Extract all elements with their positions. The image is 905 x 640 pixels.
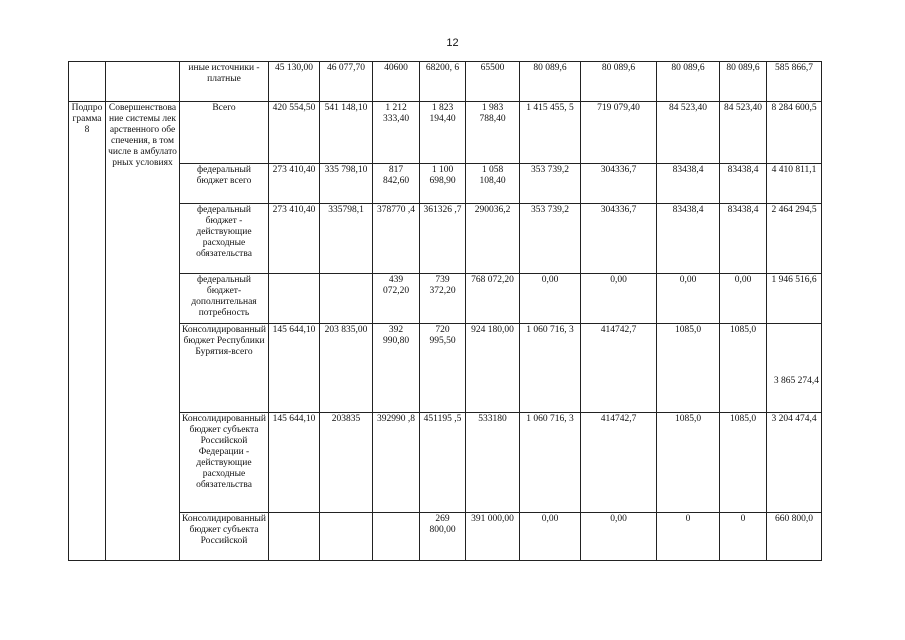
value-cell: 1 415 455, 5 [520, 102, 581, 164]
value-cell: 1085,0 [657, 413, 720, 513]
value-cell: 414742,7 [581, 413, 657, 513]
value-cell: 1 983 788,40 [466, 102, 520, 164]
value-cell: 80 089,6 [657, 62, 720, 102]
value-cell: 1 946 516,6 [767, 274, 822, 324]
value-cell: 304336,7 [581, 204, 657, 274]
value-cell: 719 079,40 [581, 102, 657, 164]
table-row [69, 102, 822, 164]
value-cell: 0 [657, 513, 720, 561]
value-cell: 4 410 811,1 [767, 164, 822, 204]
value-cell: 1085,0 [720, 413, 767, 513]
event-cell [106, 62, 180, 102]
value-cell [320, 274, 373, 324]
value-cell: 1 060 716, 3 [520, 324, 581, 413]
value-cell: 80 089,6 [581, 62, 657, 102]
value-cell: 269 800,00 [420, 513, 466, 561]
value-cell: 1085,0 [720, 324, 767, 413]
value-cell: 1 058 108,40 [466, 164, 520, 204]
value-cell: 420 554,50 [269, 102, 320, 164]
value-cell: 720 995,50 [420, 324, 466, 413]
value-cell: 0,00 [520, 274, 581, 324]
value-cell: 1 100 698,90 [420, 164, 466, 204]
source-cell: Консолидированный бюджет субъекта Российской Федерации - действующие расходные обязательства [180, 413, 269, 513]
value-cell: 40600 [373, 62, 420, 102]
value-cell: 84 523,40 [720, 102, 767, 164]
value-cell: 83438,4 [720, 164, 767, 204]
value-cell [320, 513, 373, 561]
value-cell: 439 072,20 [373, 274, 420, 324]
value-cell: 84 523,40 [657, 102, 720, 164]
value-cell: 739 372,20 [420, 274, 466, 324]
value-cell: 660 800,0 [767, 513, 822, 561]
value-cell: 0,00 [657, 274, 720, 324]
value-cell: 414742,7 [581, 324, 657, 413]
source-cell: федеральный бюджет- дополнительная потребность [180, 274, 269, 324]
value-cell: 8 284 600,5 [767, 102, 822, 164]
value-cell: 45 130,00 [269, 62, 320, 102]
value-cell: 335798,1 [320, 204, 373, 274]
table-row [69, 413, 822, 513]
table-row [69, 204, 822, 274]
value-cell: 203835 [320, 413, 373, 513]
value-cell: 0,00 [720, 274, 767, 324]
program-cell: Подпрограмма 8 [69, 102, 106, 561]
value-cell: 273 410,40 [269, 204, 320, 274]
value-cell: 1 212 333,40 [373, 102, 420, 164]
value-cell: 65500 [466, 62, 520, 102]
value-cell: 768 072,20 [466, 274, 520, 324]
table-row [69, 274, 822, 324]
table-row [69, 164, 822, 204]
value-cell: 541 148,10 [320, 102, 373, 164]
value-cell: 353 739,2 [520, 204, 581, 274]
value-cell: 392990 ,8 [373, 413, 420, 513]
table-row [69, 324, 822, 413]
value-cell: 83438,4 [657, 204, 720, 274]
value-cell: 46 077,70 [320, 62, 373, 102]
value-cell: 290036,2 [466, 204, 520, 274]
value-cell: 335 798,10 [320, 164, 373, 204]
source-cell: Консолидированный бюджет субъекта Российской [180, 513, 269, 561]
value-cell: 1 060 716, 3 [520, 413, 581, 513]
budget-table [68, 61, 822, 561]
value-cell: 2 464 294,5 [767, 204, 822, 274]
value-cell: 585 866,7 [767, 62, 822, 102]
source-cell: федеральный бюджет - действующие расходные обязательства [180, 204, 269, 274]
value-cell: 353 739,2 [520, 164, 581, 204]
value-cell: 392 990,80 [373, 324, 420, 413]
total-value: 3 865 274,4 [773, 376, 819, 386]
value-cell: 68200, 6 [420, 62, 466, 102]
page-number: 12 [446, 37, 459, 49]
table-row [69, 62, 822, 102]
value-cell: 304336,7 [581, 164, 657, 204]
value-cell: 391 000,00 [466, 513, 520, 561]
value-cell: 361326 ,7 [420, 204, 466, 274]
value-cell [269, 513, 320, 561]
value-cell: 273 410,40 [269, 164, 320, 204]
source-cell: Всего [180, 102, 269, 164]
value-cell: 80 089,6 [720, 62, 767, 102]
value-cell: 1085,0 [657, 324, 720, 413]
value-cell [767, 324, 822, 413]
event-cell: Совершенствование системы лекарственного обеспечения, в том числе в амбулаторных условиях [106, 102, 180, 561]
value-cell: 533180 [466, 413, 520, 513]
value-cell [373, 513, 420, 561]
value-cell: 0 [720, 513, 767, 561]
program-cell [69, 62, 106, 102]
value-cell: 0,00 [520, 513, 581, 561]
value-cell: 0,00 [581, 274, 657, 324]
value-cell: 924 180,00 [466, 324, 520, 413]
source-cell: иные источники - платные [180, 62, 269, 102]
value-cell: 1 823 194,40 [420, 102, 466, 164]
value-cell: 0,00 [581, 513, 657, 561]
value-cell: 451195 ,5 [420, 413, 466, 513]
value-cell: 817 842,60 [373, 164, 420, 204]
value-cell: 80 089,6 [520, 62, 581, 102]
value-cell: 83438,4 [720, 204, 767, 274]
value-cell [269, 274, 320, 324]
source-cell: Консолидированный бюджет Республики Бурятия-всего [180, 324, 269, 413]
value-cell: 145 644,10 [269, 413, 320, 513]
value-cell: 3 204 474,4 [767, 413, 822, 513]
value-cell: 145 644,10 [269, 324, 320, 413]
table-row [69, 513, 822, 561]
value-cell: 378770 ,4 [373, 204, 420, 274]
value-cell: 203 835,00 [320, 324, 373, 413]
value-cell: 83438,4 [657, 164, 720, 204]
source-cell: федеральный бюджет всего [180, 164, 269, 204]
